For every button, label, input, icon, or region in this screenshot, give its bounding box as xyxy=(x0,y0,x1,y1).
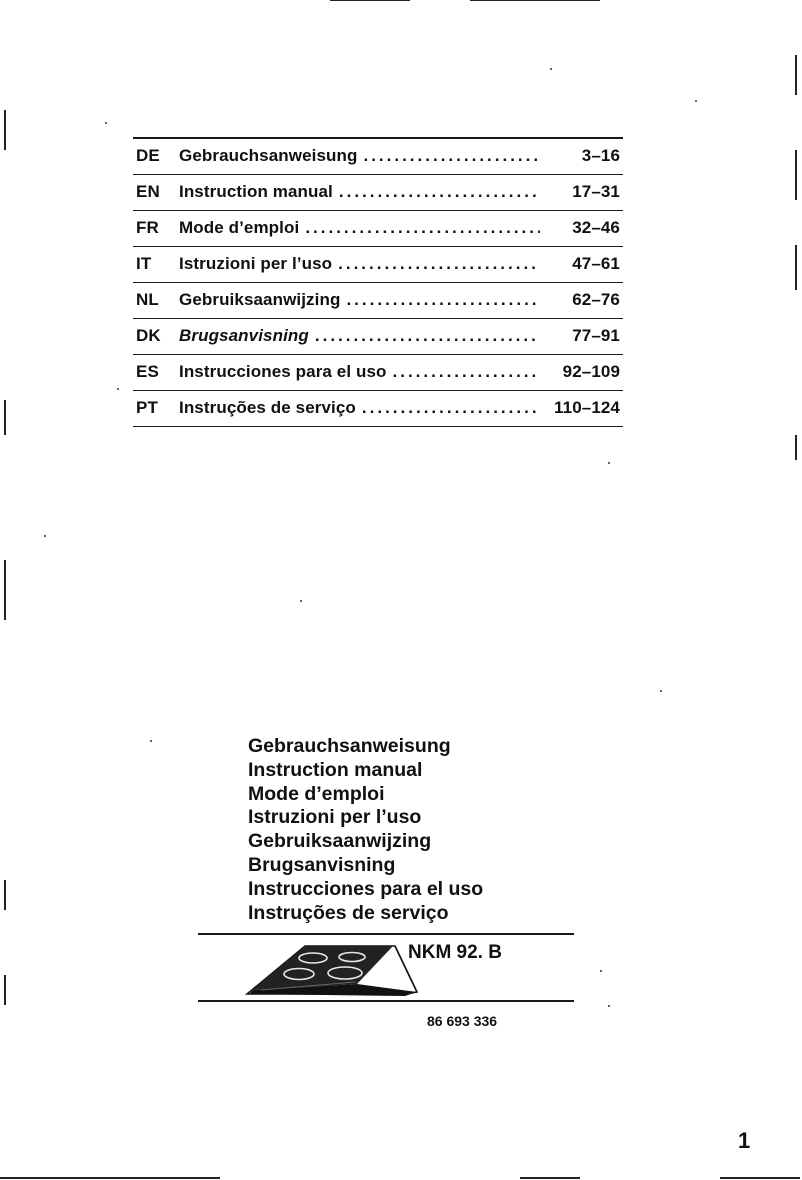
toc-leader-dots xyxy=(332,254,540,274)
scan-edge-mark xyxy=(4,880,6,910)
scan-edge-mark xyxy=(330,0,410,1)
toc-lang-code: DK xyxy=(136,326,161,345)
scan-speck xyxy=(608,1005,610,1007)
toc-row-nl xyxy=(133,283,623,319)
model-number: NKM 92. B xyxy=(408,942,502,963)
scan-edge-mark xyxy=(520,1177,580,1179)
scan-edge-mark xyxy=(470,0,600,1)
toc-leader-dots xyxy=(387,362,540,382)
toc-title: Gebrauchsanweisung xyxy=(179,146,358,165)
toc-lang-code: DE xyxy=(136,146,160,165)
toc-title: Instruções de serviço xyxy=(179,398,356,417)
toc-lang-code: PT xyxy=(136,398,158,417)
language-title: Gebruiksaanwijzing xyxy=(248,830,432,853)
scan-edge-mark xyxy=(0,1177,220,1179)
scan-edge-mark xyxy=(795,55,797,95)
scan-edge-mark xyxy=(4,975,6,1005)
language-title: Brugsanvisning xyxy=(248,853,396,876)
model-top-rule xyxy=(198,933,574,935)
page-number: 1 xyxy=(738,1128,751,1153)
scan-edge-mark xyxy=(4,110,6,150)
scan-speck xyxy=(550,68,552,70)
toc-title: Instruction manual xyxy=(179,182,333,201)
toc-pages: 32–46 xyxy=(572,218,620,237)
language-title: Gebrauchsanweisung xyxy=(248,735,451,757)
toc-leader-dots xyxy=(356,398,540,418)
scan-speck xyxy=(660,690,662,692)
language-title: Instruction manual xyxy=(248,758,423,781)
scan-edge-mark xyxy=(4,560,6,620)
language-title-list xyxy=(248,735,483,925)
toc-pages: 62–76 xyxy=(572,290,620,309)
toc-row-pt xyxy=(133,391,623,427)
scan-edge-mark xyxy=(720,1177,800,1179)
scan-speck xyxy=(608,462,610,464)
toc-lang-code: ES xyxy=(136,362,159,381)
toc-row-dk xyxy=(133,319,623,355)
toc-lang-code: NL xyxy=(136,290,159,309)
scan-speck xyxy=(44,535,46,537)
scan-edge-mark xyxy=(795,150,797,200)
scan-speck xyxy=(300,600,302,602)
scan-speck xyxy=(695,100,697,102)
language-title: Instruções de serviço xyxy=(248,901,449,924)
toc-leader-dots xyxy=(333,182,540,202)
toc-lang-code: IT xyxy=(136,254,152,273)
scan-edge-mark xyxy=(4,400,6,435)
toc-lang-code: EN xyxy=(136,182,160,201)
scan-speck xyxy=(600,970,602,972)
toc-title: Mode d’emploi xyxy=(179,218,300,237)
toc-pages: 92–109 xyxy=(562,362,620,381)
toc-row-en xyxy=(133,175,623,211)
toc-pages: 110–124 xyxy=(554,398,620,417)
toc-title: Gebruiksaanwijzing xyxy=(179,290,341,309)
toc-leader-dots xyxy=(357,146,540,166)
toc-row-it xyxy=(133,247,623,283)
scan-edge-mark xyxy=(795,435,797,460)
language-title: Mode d’emploi xyxy=(248,782,385,805)
ceramic-hob-icon xyxy=(245,944,420,998)
toc-title: Brugsanvisning xyxy=(179,326,309,345)
scan-edge-mark xyxy=(795,245,797,290)
model-bottom-rule xyxy=(198,1000,574,1002)
scan-speck xyxy=(117,388,119,390)
toc-pages: 3–16 xyxy=(581,146,620,165)
toc-lang-code: FR xyxy=(136,218,159,237)
scan-speck xyxy=(105,122,107,124)
toc-title: Istruzioni per l’uso xyxy=(179,254,333,273)
toc-row-fr xyxy=(133,211,623,247)
toc-pages: 77–91 xyxy=(572,326,620,345)
language-title: Istruzioni per l’uso xyxy=(248,806,422,829)
toc-leader-dots xyxy=(309,326,540,346)
part-number: 86 693 336 xyxy=(427,1013,498,1029)
toc-leader-dots xyxy=(299,218,540,238)
scan-speck xyxy=(150,740,152,742)
toc-pages: 47–61 xyxy=(572,254,620,273)
toc-row-de xyxy=(133,139,623,175)
toc-leader-dots xyxy=(340,290,540,310)
toc-row-es xyxy=(133,355,623,391)
toc-pages: 17–31 xyxy=(572,182,620,201)
table-of-contents xyxy=(133,137,623,427)
toc-title: Instrucciones para el uso xyxy=(179,362,387,381)
language-title: Instrucciones para el uso xyxy=(248,877,484,900)
